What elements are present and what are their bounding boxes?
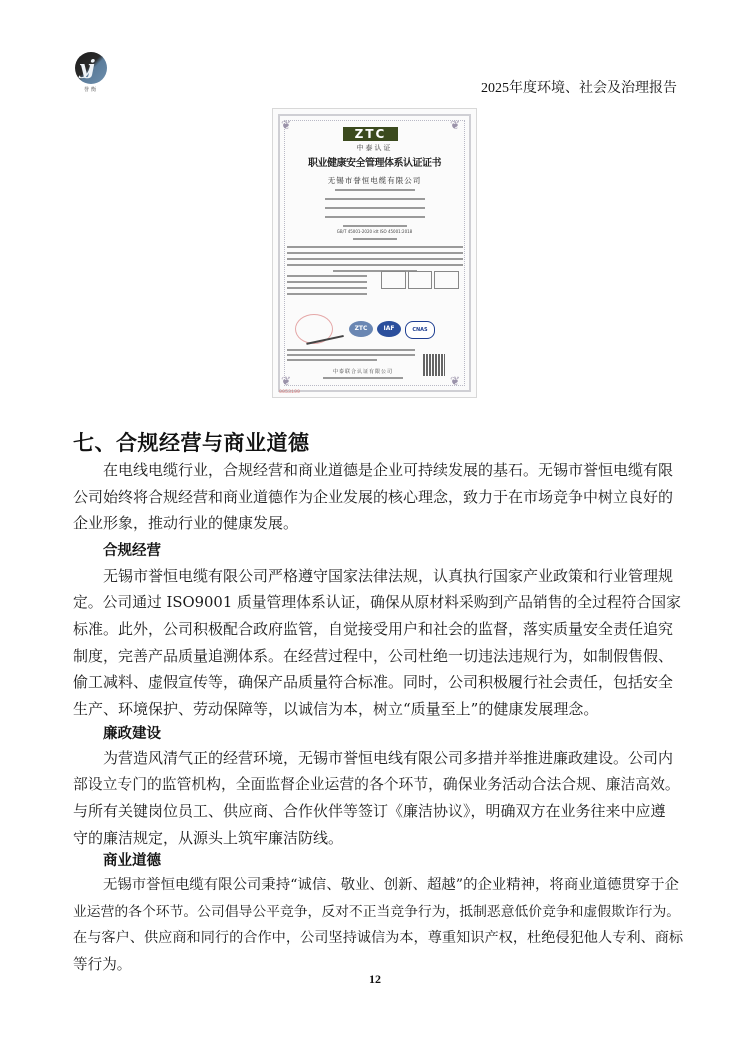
paragraph-line: 与所有关键岗位员工、供应商、合作伙伴等签订《廉洁协议》，明确双方在业务往来中应遵	[73, 802, 666, 820]
certificate-issuer: 中泰联合认证有限公司	[332, 369, 393, 375]
qr-code-icon	[423, 354, 445, 376]
subsection-title-compliance: 合规经营	[103, 543, 161, 559]
ethics-paragraph	[73, 872, 683, 978]
paragraph-line: 为营造风清气正的经营环境，无锡市誉恒电线有限公司多措并举推进廉政建设。公司内	[103, 749, 674, 767]
paragraph-line: 部设立专门的监管机构，全面监督企业运营的各个环节，确保业务活动合法合规、廉洁高效。	[73, 775, 680, 793]
fine-print-line	[325, 216, 425, 218]
compliance-paragraph	[73, 563, 683, 722]
intro-paragraph	[73, 457, 683, 537]
logo-emblem	[75, 52, 107, 84]
iaf-badge: IAF	[377, 321, 401, 337]
paragraph-line: 偷工减料、虚假宣传等，确保产品质量符合标准。同时，公司积极履行社会责任，包括安全	[73, 673, 674, 691]
fine-print-line	[353, 238, 397, 240]
fine-print-line	[323, 377, 403, 379]
certificate-company: 无锡市誉恒电缆有限公司	[327, 176, 422, 185]
certificate-info-boxes	[381, 271, 459, 289]
company-logo	[73, 52, 109, 98]
cnas-badge: CNAS	[405, 321, 435, 339]
fine-print-line	[287, 359, 377, 361]
ornament-icon: ❦	[450, 374, 461, 388]
certifier-name: 中泰认证	[356, 144, 393, 152]
paragraph-line: 无锡市誉恒电缆有限公司秉持“诚信、敬业、创新、超越”的企业精神，将商业道德贯穿于企	[103, 877, 679, 893]
certifier-logo: ZTC	[343, 127, 398, 141]
ztc-badge: ZTC	[349, 321, 373, 337]
section-heading: 七、合规经营与商业道德	[73, 431, 310, 455]
certificate-image	[272, 108, 477, 398]
report-title: 2025年度环境、社会及治理报告	[481, 81, 677, 96]
fine-print-line	[287, 287, 367, 289]
fine-print-line	[287, 264, 463, 266]
logo-text: 誉衡	[83, 87, 98, 93]
fine-print-line	[325, 198, 425, 200]
fine-print-line	[287, 246, 463, 248]
paragraph-line: 等行为。	[73, 955, 132, 973]
page-number: 12	[369, 972, 381, 986]
certificate-serial: 0053199	[279, 389, 301, 395]
paragraph-line: 无锡市誉恒电缆有限公司严格遵守国家法律法规，认真执行国家产业政策和行业管理规	[103, 567, 674, 585]
fine-print-line	[287, 354, 415, 356]
paragraph-line: 生产、环境保护、劳动保障等，以诚信为本，树立“质量至上”的健康发展理念。	[73, 699, 599, 718]
fine-print-line	[287, 252, 463, 254]
logo-mark: yj	[79, 55, 92, 79]
paragraph-line: 在与客户、供应商和同行的合作中，公司坚持诚信为本，尊重知识产权，杜绝侵犯他人专利、商标	[73, 930, 684, 946]
ornament-icon: ❦	[281, 374, 292, 388]
certificate-number-line	[461, 169, 462, 173]
paragraph-line: 公司始终将合规经营和商业道德作为企业发展的核心理念，致力于在市场竞争中树立良好的	[73, 487, 674, 506]
paragraph-line: 守的廉洁规定，从源头上筑牢廉洁防线。	[73, 828, 344, 847]
fine-print-line	[287, 293, 367, 295]
fine-print-line	[287, 349, 415, 351]
integrity-paragraph	[73, 745, 683, 851]
paragraph-line: 业运营的各个环节。公司倡导公平竞争，反对不正当竞争行为，抵制恶意低价竞争和虚假欺诈行为。	[73, 903, 681, 920]
paragraph-line: 在电线电缆行业，合规经营和商业道德是企业可持续发展的基石。无锡市誉恒电缆有限	[103, 461, 674, 479]
paragraph-line: 定。公司通过 ISO9001 质量管理体系认证，确保从原材料采购到产品销售的全过程符合国家	[73, 593, 681, 611]
fine-print-line	[287, 275, 367, 277]
fine-print-line	[325, 207, 425, 209]
fine-print-line	[335, 189, 415, 191]
fine-print-line	[343, 225, 407, 227]
subsection-title-integrity: 廉政建设	[103, 726, 161, 742]
ornament-icon: ❦	[281, 118, 292, 132]
subsection-title-ethics: 商业道德	[103, 853, 161, 869]
paragraph-line: 制度，完善产品质量追溯体系。在经营过程中，公司杜绝一切违法违规行为，如制假售假、	[73, 646, 674, 665]
certificate-standard: GB/T 45001-2020 idt ISO 45001:2018	[336, 229, 413, 234]
paragraph-line: 标准。此外，公司积极配合政府监管，自觉接受用户和社会的监督，落实质量安全责任追究	[73, 620, 674, 638]
ornament-icon: ❦	[450, 118, 461, 132]
certificate-title: 职业健康安全管理体系认证证书	[308, 158, 441, 169]
fine-print-line	[287, 258, 463, 260]
fine-print-line	[287, 281, 367, 283]
paragraph-line: 企业形象，推动行业的健康发展。	[73, 514, 299, 532]
